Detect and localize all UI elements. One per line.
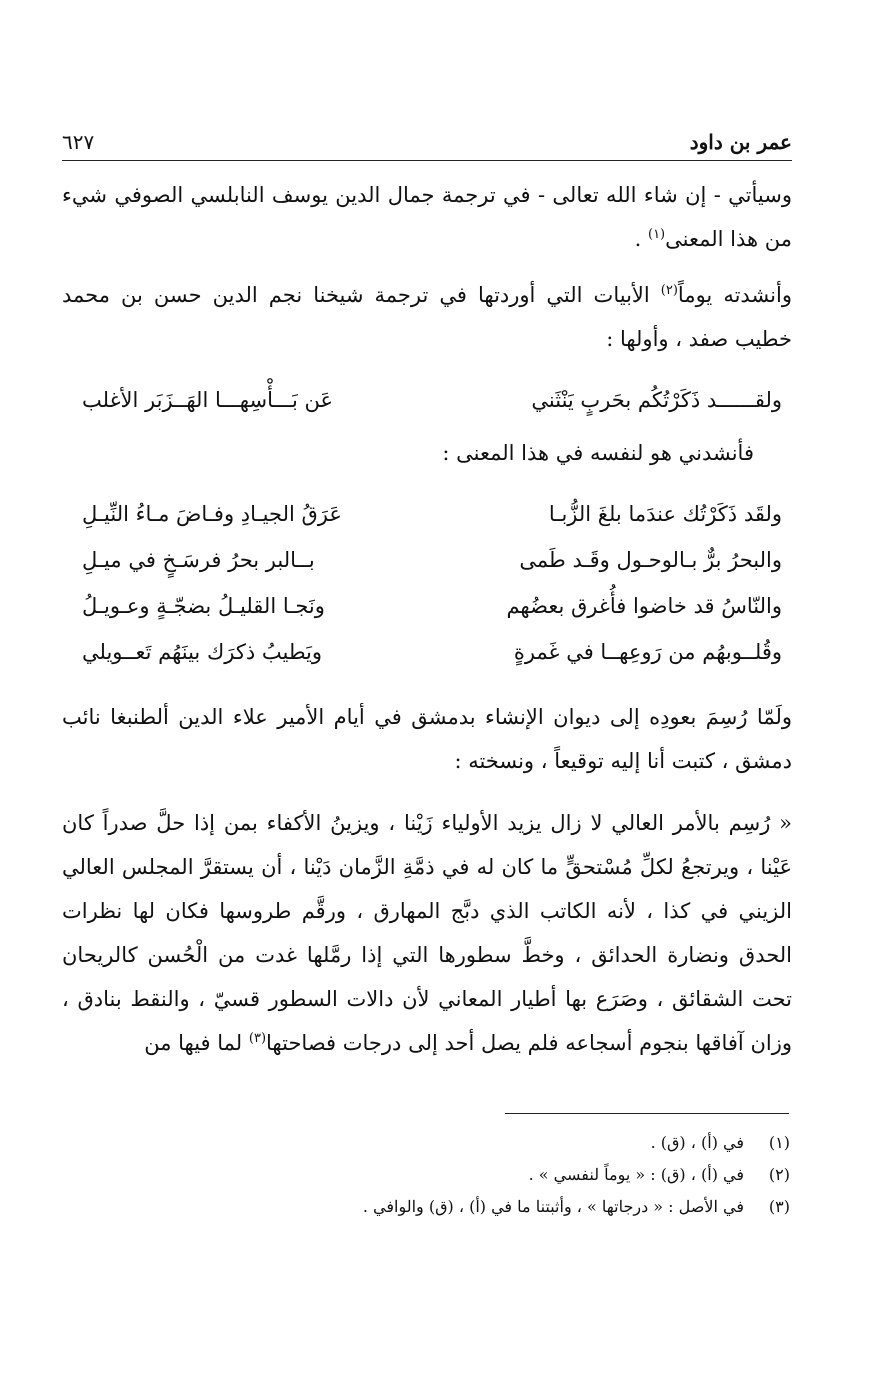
verse-first-hemistich: وقُلــوبهُم من رَوعِهــا في غَمرةٍ bbox=[513, 640, 782, 664]
header-title: عمر بن داود bbox=[689, 130, 792, 154]
paragraph-2-start: وأنشدته يوماً bbox=[677, 283, 792, 307]
paragraph-4 bbox=[62, 801, 792, 1065]
footnote-number: (٢) bbox=[768, 1164, 790, 1184]
paragraph-2 bbox=[62, 273, 792, 361]
verse-second-hemistich: ويَطيبُ ذكرَك بينَهُم تَعــويلي bbox=[82, 640, 323, 664]
poem-verse bbox=[62, 491, 792, 537]
footnotes bbox=[290, 1126, 790, 1222]
poem-verse bbox=[62, 537, 792, 583]
footnote-text: في (أ) ، (ق) . bbox=[650, 1132, 744, 1152]
verse-second-hemistich: ونَجـا القليـلُ بضجّـةٍ وعـويـلُ bbox=[82, 594, 325, 618]
page bbox=[62, 118, 792, 1065]
footnote-text: في الأصل : « درجاتها » ، وأثبتنا ما في (أ) ، (ق) والوافي . bbox=[362, 1196, 744, 1216]
verse-second-hemistich: عَن بَـــأْسِهـــا الهَــزَبَر الأغلب bbox=[82, 388, 333, 412]
paragraph-1 bbox=[62, 173, 792, 261]
verse-first-hemistich: ولقَد ذَكَرْتُك عندَما بلغَ الزُّبـا bbox=[548, 502, 782, 526]
footnote bbox=[290, 1126, 790, 1158]
poem bbox=[62, 491, 792, 675]
footnote-ref-1: (١) bbox=[647, 227, 666, 242]
running-header bbox=[62, 118, 792, 154]
page-number: ٦٢٧ bbox=[62, 130, 95, 154]
paragraph-1-text: وسيأتي - إن شاء الله تعالى - في ترجمة جمال الدين يوسف النابلسي الصوفي شيء من هذا المعنى bbox=[62, 183, 792, 251]
footnote-number: (٣) bbox=[768, 1196, 790, 1216]
poem-verse bbox=[62, 629, 792, 675]
verse-first-hemistich: والبحرُ برٌّ بـالوحـول وقَـد طَمى bbox=[519, 548, 782, 572]
footnote-text: في (أ) ، (ق) : « يوماً لنفسي » . bbox=[528, 1164, 744, 1184]
footnote-number: (١) bbox=[768, 1132, 790, 1152]
footnote-rule bbox=[505, 1113, 789, 1114]
footnote-ref-3: (٣) bbox=[248, 1031, 267, 1046]
paragraph-4-text: « رُسِم بالأمر العالي لا زال يزيد الأولياء زَيْنا ، ويزينُ الأكفاء بمن إذا حلَّ صدراً كان عَيْنا ، ويرتجعُ لكلِّ مُسْتحقٍّ ما كان له في ذمَّةِ الزَّمان دَيْنا ، أن يستقرَّ المجلس العالي الزيني في كذا ، لأنه الكاتب الذي دبَّج المهارق ، ورقَّم طروسها فكان لها نظرات الحدق ونضارة الحدائق ، وخطَّ سطورها التي إذا رمَّلها غدت من الْحُسن كالريحان تحت الشقائق ، وصَرَع بها أطيار المعاني لأن دالات السطور قسيّ ، والنقط بنادق ، وزان آفاقها بنجوم أسجاعه فلم يصل أحد إلى درجات فصاحتها bbox=[62, 811, 792, 1055]
verse-first-hemistich: والنّاسُ قد خاضوا فأُغرق بعضُهم bbox=[506, 594, 782, 618]
verse-second-hemistich: بــالبر بحرُ فرسَـخٍ في ميـلِ bbox=[82, 548, 315, 572]
poem-intro: فأنشدني هو لنفسه في هذا المعنى : bbox=[442, 441, 754, 465]
verse-second-hemistich: عَرَقُ الجيـادِ وفـاضَ مـاءُ النِّيـلِ bbox=[82, 502, 342, 526]
footnote bbox=[290, 1190, 790, 1222]
paragraph-3: ولَمّا رُسِمَ بعودِه إلى ديوان الإنشاء بدمشق في أيام الأمير علاء الدين ألطنبغا نائب دمشق ، كتبت أنا إليه توقيعاً ، ونسخته : bbox=[62, 705, 792, 773]
paragraph-1-end: . bbox=[634, 227, 648, 251]
paragraph-2-text: الأبيات التي أوردتها في ترجمة شيخنا نجم الدين حسن بن محمد خطيب صفد ، وأولها : bbox=[62, 283, 792, 351]
footnote bbox=[290, 1158, 790, 1190]
verse-line bbox=[62, 377, 792, 423]
poem-verse bbox=[62, 583, 792, 629]
header-rule bbox=[62, 160, 792, 161]
paragraph-4-end: لما فيها من bbox=[144, 1031, 249, 1055]
footnote-ref-2: (٢) bbox=[660, 283, 678, 298]
verse-first-hemistich: ولقــــــد ذَكَرْتُكُم بحَربٍ يَنْثَني bbox=[531, 388, 782, 412]
